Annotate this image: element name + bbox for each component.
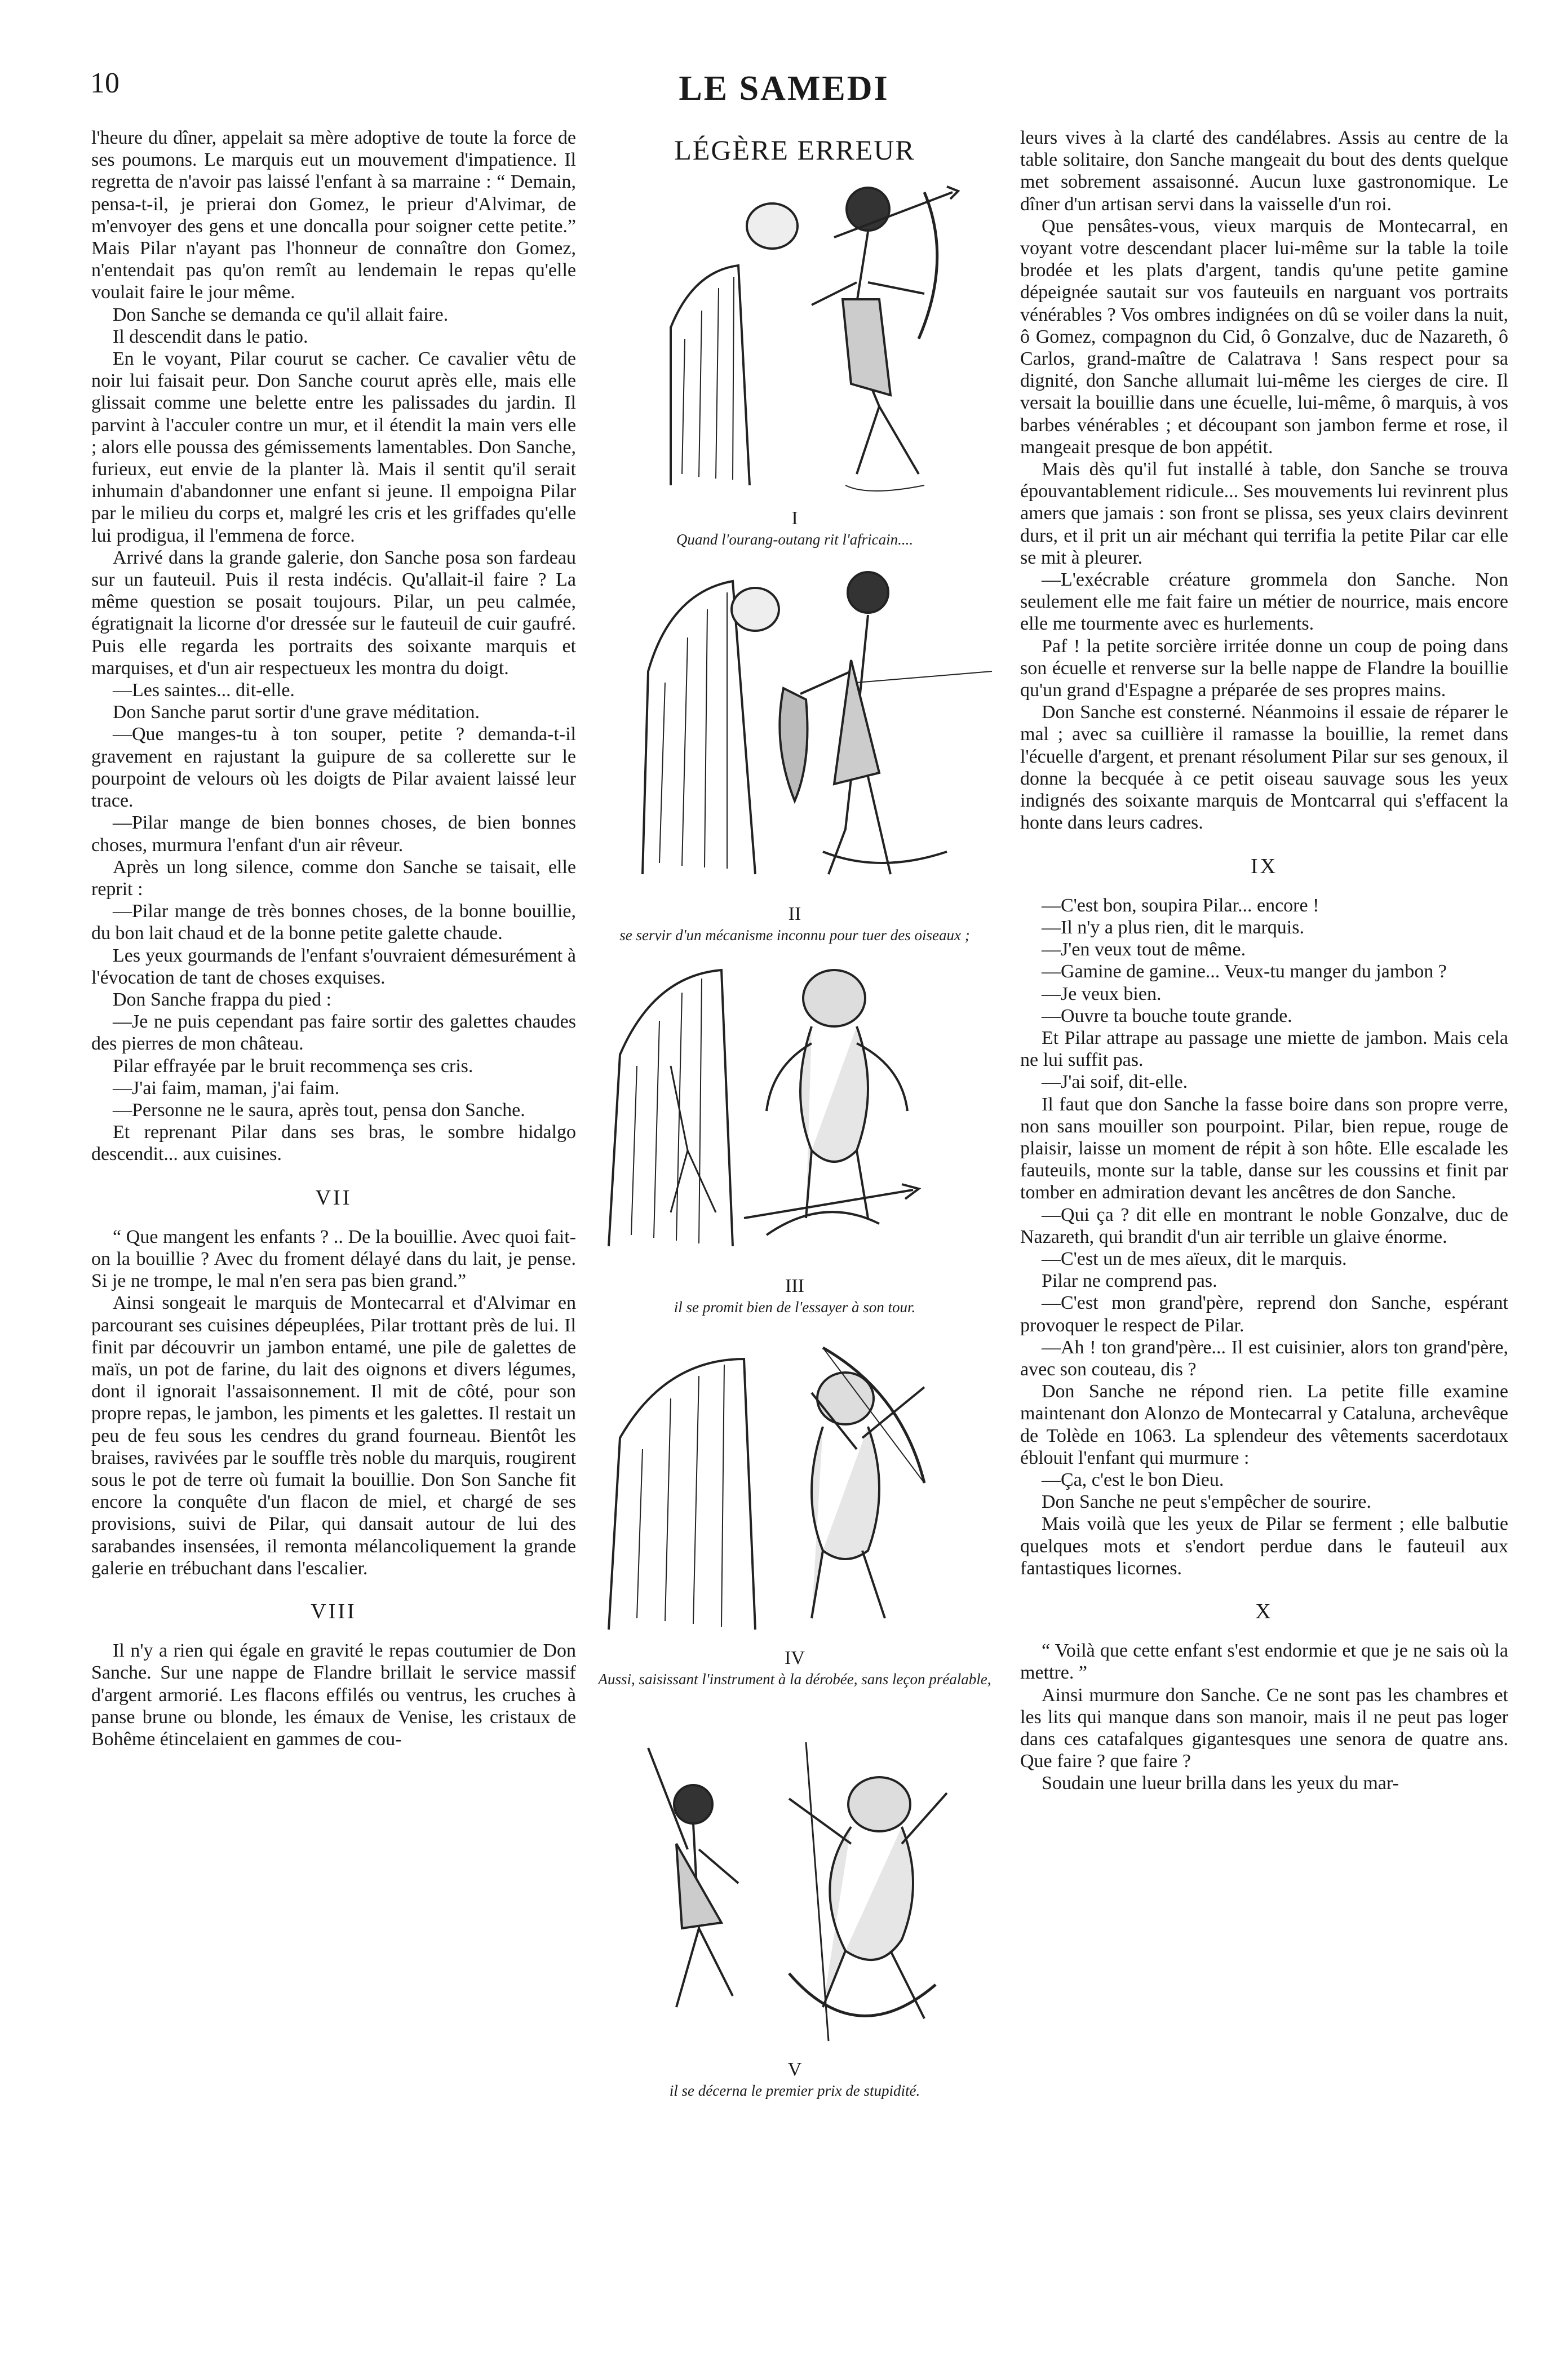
panel-5-caption: il se décerna le premier prix de stupidité.: [669, 2082, 920, 2099]
paragraph: Don Sanche est consterné. Néanmoins il essaie de réparer le mal ; avec sa cuillière il ramasse la bouillie, la remet dans l'écuelle d'argent, et prenant résolument Pilar sur ses genoux, il donne la becquée à ce petit oiseau sauvage sous les yeux indignés des soixante marquis de Montcarral qui s'effacent la honte dans leurs cadres.: [1020, 702, 1508, 834]
paragraph: Mais dès qu'il fut installé à table, don Sanche se trouva épouvantablement ridicule... Ses mouvements lui revinrent plus amers que jamais : son front se plissa, ses yeux clairs devinrent durs, et il prit un air méchant qui terrifia la petite Pilar car elle se mit à pleurer.: [1020, 459, 1508, 568]
comic-panel-5: [586, 1714, 1003, 2120]
paragraph: Don Sanche frappa du pied :: [113, 989, 332, 1010]
panel-2-number: II: [788, 904, 801, 924]
panel-4-caption: Aussi, saisissant l'instrument à la dérobée, sans leçon préalable,: [598, 1671, 991, 1688]
paragraph: —Pilar mange de très bonnes choses, de la bonne bouillie, du bon lait chaud et de la bonne petite galette chaude.: [91, 901, 576, 944]
paragraph: Il descendit dans le patio.: [113, 326, 308, 347]
paragraph: Mais voilà que les yeux de Pilar se ferment ; elle balbutie quelques mots et s'endort perdue dans le fauteuil aux fantastiques licornes.: [1020, 1513, 1508, 1579]
section-heading-vii: VII: [315, 1185, 352, 1210]
paragraph: Il n'y a rien qui égale en gravité le repas coutumier de Don Sanche. Sur une nappe de Flandre brillait le service massif d'argent armorié. Les flacons effilés ou ventrus, les cruches à panse brune ou blonde, les émaux de Venise, les cristaux de Bohême étincelaient en gammes de cou-: [91, 1640, 576, 1750]
paragraph: —C'est mon grand'père, reprend don Sanche, espérant provoquer le respect de Pilar.: [1020, 1292, 1508, 1336]
paragraph: —J'ai faim, maman, j'ai faim.: [113, 1077, 340, 1099]
panel-5-number: V: [787, 2059, 802, 2080]
left-column: [91, 127, 576, 1750]
paragraph: Soudain une lueur brilla dans les yeux du mar-: [1042, 1773, 1399, 1794]
panel-4-illustration: [586, 1325, 1003, 1641]
paragraph: Après un long silence, comme don Sanche se taisait, elle reprit :: [91, 856, 576, 900]
paragraph: Don Sanche parut sortir d'une grave méditation.: [113, 702, 480, 723]
paragraph: Ainsi songeait le marquis de Montecarral et d'Alvimar en parcourant ses cuisines dépeuplées, Pilar trottant près de lui. Il finit par découvrir un jambon entamé, une pile de galettes de maïs, un pot de farine, du lait des oignons et divers légumes, dont il ignorait l'assaisonnement. Il mit de côté, pour son propre repas, le jambon, les piments et les galettes. Il restait un peu de feu sous les cendres du grand fourneau. Bientôt les braises, ravivées par le souffle très noble du marquis, rougirent sous le pot de terre où fumait la bouillie. Don Son Sanche fit encore la conquête d'un flacon de miel, et chargé de ses provisions, suivi de Pilar, qui dansait autour de lui des sarabandes insensées, il remonta mélancoliquement la grande galerie en trébuchant dans l'escalier.: [91, 1292, 576, 1579]
panel-2-illustration: [586, 559, 1003, 897]
paragraph: —C'est un de mes aïeux, dit le marquis.: [1042, 1248, 1347, 1269]
paragraph: —Les saintes... dit-elle.: [113, 680, 295, 701]
panel-1-number: I: [791, 508, 798, 529]
paragraph: —Ouvre ta bouche toute grande.: [1042, 1005, 1292, 1026]
paragraph: —Personne ne le saura, après tout, pensa don Sanche.: [113, 1099, 525, 1121]
panel-3-caption: il se promit bien de l'essayer à son tour.: [674, 1299, 916, 1316]
panel-5-illustration: [586, 1714, 1003, 2052]
panel-1-caption: Quand l'ourang-outang rit l'africain....: [676, 531, 914, 548]
comic-panel-1: [586, 170, 1003, 559]
paragraph: Don Sanche se demanda ce qu'il allait faire.: [113, 304, 449, 325]
panel-2-caption: se servir d'un mécanisme inconnu pour tuer des oiseaux ;: [619, 927, 970, 944]
paragraph: —Je veux bien.: [1042, 983, 1162, 1004]
paragraph: Ainsi murmure don Sanche. Ce ne sont pas les chambres et les lits qui manque dans son manoir, mais il ne peut pas loger dans ces catafalques gigantesques une senora de quatre ans. Que faire ? que faire ?: [1020, 1684, 1508, 1772]
paragraph: Que pensâtes-vous, vieux marquis de Montecarral, en voyant votre descendant placer lui-même sur la table la toile brodée et les plats d'argent, tandis qu'une petite gamine dépeignée sautait sur vos fauteuils en narguant vos portraits vénérables ? Vos ombres indignées on dû se voiler dans la nuit, ô Gomez, compagnon du Cid, ô Gonzalve, duc de Nazareth, ô Carlos, grand-maître de Calatrava ! Sans respect pour sa dignité, don Sanche allumait lui-même les cierges de cire. Il versait la bouillie dans une écuelle, lui-même, ô marquis, à vos barbes vénérables ; et découpant son jambon ferme et rose, il mangeait presque de bon appétit.: [1020, 215, 1508, 458]
paragraph: Et Pilar attrape au passage une miette de jambon. Mais cela ne lui suffit pas.: [1020, 1027, 1508, 1071]
paragraph: —Que manges-tu à ton souper, petite ? demanda-t-il gravement en rajustant la guipure de sa collerette sur le pourpoint de velours où les doigts de Pilar avaient laissé leur trace.: [91, 724, 576, 812]
paragraph: “ Voilà que cette enfant s'est endormie et que je ne sais où la mettre. ”: [1020, 1640, 1508, 1684]
paragraph: —Il n'y a plus rien, dit le marquis.: [1042, 917, 1304, 938]
page-number: 10: [90, 67, 119, 99]
paragraph: Don Sanche ne répond rien. La petite fille examine maintenant don Alonzo de Montecarral y Cataluna, archevêque de Tolède en 1063. La splendeur des vêtements sacerdotaux éblouit l'enfant qui murmure :: [1020, 1381, 1508, 1468]
paragraph: —Ah ! ton grand'père... Il est cuisinier, alors ton grand'père, avec son couteau, dis ?: [1020, 1336, 1508, 1380]
masthead: LE SAMEDI: [679, 69, 889, 108]
paragraph: —J'ai soif, dit-elle.: [1042, 1072, 1188, 1093]
panel-1-illustration: [586, 170, 1003, 513]
section-heading-ix: IX: [1250, 854, 1278, 878]
paragraph: leurs vives à la clarté des candélabres. Assis au centre de la table solitaire, don Sanche mangeait du bout des dents quelque met sobrement assaisonné. Aucun luxe gastronomique. Le dîner d'un artisan servi dans la vaisselle d'un roi.: [1020, 127, 1508, 215]
panel-3-illustration: [586, 953, 1003, 1269]
paragraph: —C'est bon, soupira Pilar... encore !: [1042, 895, 1319, 916]
paragraph: Et reprenant Pilar dans ses bras, le sombre hidalgo descendit... aux cuisines.: [91, 1122, 576, 1165]
paragraph: “ Que mangent les enfants ? .. De la bouillie. Avec quoi fait-on la bouillie ? Avec du froment délayé dans du lait, je pense. Si je ne trompe, le mal n'en sera pas bien grand.”: [91, 1226, 576, 1292]
panel-4-number: IV: [785, 1648, 805, 1668]
section-heading-x: X: [1255, 1600, 1273, 1623]
comic-panel-4: [586, 1325, 1003, 1714]
paragraph: —Je ne puis cependant pas faire sortir des galettes chaudes des pierres de mon château.: [91, 1011, 576, 1055]
paragraph: Pilar ne comprend pas.: [1042, 1270, 1217, 1292]
paragraph: —J'en veux tout de même.: [1042, 939, 1246, 960]
comic-strip: [586, 127, 1003, 2120]
paragraph: En le voyant, Pilar courut se cacher. Ce cavalier vêtu de noir lui faisait peur. Don Sanche courut après elle, mais elle glissait comme une belette entre les palissades du jardin. Il parvint à l'acculer contre un mur, et il étendit la main vers elle ; alors elle poussa des gémissements lamentables. Don Sanche, furieux, eut envie de la planter là. Mais il sentit qu'il serait inhumain d'abandonner une enfant si jeune. Il empoigna Pilar par le milieu du corps et, malgré les cris et les griffades qu'elle lui prodigua, il l'emmena de force.: [91, 348, 576, 546]
comic-panel-3: [586, 953, 1003, 1325]
paragraph: Il faut que don Sanche la fasse boire dans son propre verre, non sans mouiller son pourpoint. Pilar, bien repue, rouge de plaisir, laisse un moment de répit à son hôte. Elle escalade les fauteuils, monte sur la table, danse sur les coussins et finit par tomber en admiration devant les ancêtres de don Sanche.: [1020, 1094, 1508, 1203]
paragraph: —Qui ça ? dit elle en montrant le noble Gonzalve, duc de Nazareth, qui brandit d'un air terrible un glaive énorme.: [1020, 1204, 1508, 1247]
paragraph: Don Sanche ne peut s'empêcher de sourire.: [1042, 1491, 1371, 1513]
paragraph: Paf ! la petite sorcière irritée donne un coup de poing dans son écuelle et renverse sur la belle nappe de Flandre la bouillie qu'un grand d'Espagne a préparée de ses propres mains.: [1020, 635, 1508, 701]
paragraph: —Gamine de gamine... Veux-tu manger du jambon ?: [1042, 961, 1447, 982]
paragraph: l'heure du dîner, appelait sa mère adoptive de toute la force de ses poumons. Le marquis eut un mouvement d'impatience. Il regretta de n'avoir pas laissé l'enfant à sa marraine : “ Demain, pensa-t-il, je prierai don Gomez, le prieur d'Alvimar, de m'envoyer des gens et une doncalla pour soigner cette petite.” Mais Pilar n'ayant pas l'honneur de connaître don Gomez, n'entendait pas qu'on remît au lendemain le repas qu'elle voulait faire le jour même.: [91, 127, 576, 303]
paragraph: Les yeux gourmands de l'enfant s'ouvraient démesurément à l'évocation de tant de choses exquises.: [91, 945, 576, 988]
paragraph: Arrivé dans la grande galerie, don Sanche posa son fardeau sur un fauteuil. Puis il resta indécis. Qu'allait-il faire ? La même question se posait toujours. Pilar, un peu calmée, égratignait la licorne d'or dressée sur le fauteuil de cuir gaufré. Puis elle regarda les portraits des soixante marquis et marquises, et d'un air respectueux les montra du doigt.: [91, 547, 576, 679]
right-column: [1020, 127, 1508, 1795]
comic-panel-2: [586, 559, 1003, 953]
panel-3-number: III: [785, 1276, 804, 1296]
paragraph: —L'exécrable créature grommela don Sanche. Non seulement elle me fait faire un métier de nourrice, mais encore elle me tourmente avec es hurlements.: [1020, 569, 1508, 635]
paragraph: —Ça, c'est le bon Dieu.: [1042, 1469, 1224, 1490]
paragraph: —Pilar mange de bien bonnes choses, de bien bonnes choses, murmura l'enfant d'un air rêveur.: [91, 812, 576, 856]
paragraph: Pilar effrayée par le bruit recommença ses cris.: [113, 1055, 473, 1077]
comic-title: LÉGÈRE ERREUR: [674, 134, 915, 166]
section-heading-viii: VIII: [311, 1600, 357, 1623]
